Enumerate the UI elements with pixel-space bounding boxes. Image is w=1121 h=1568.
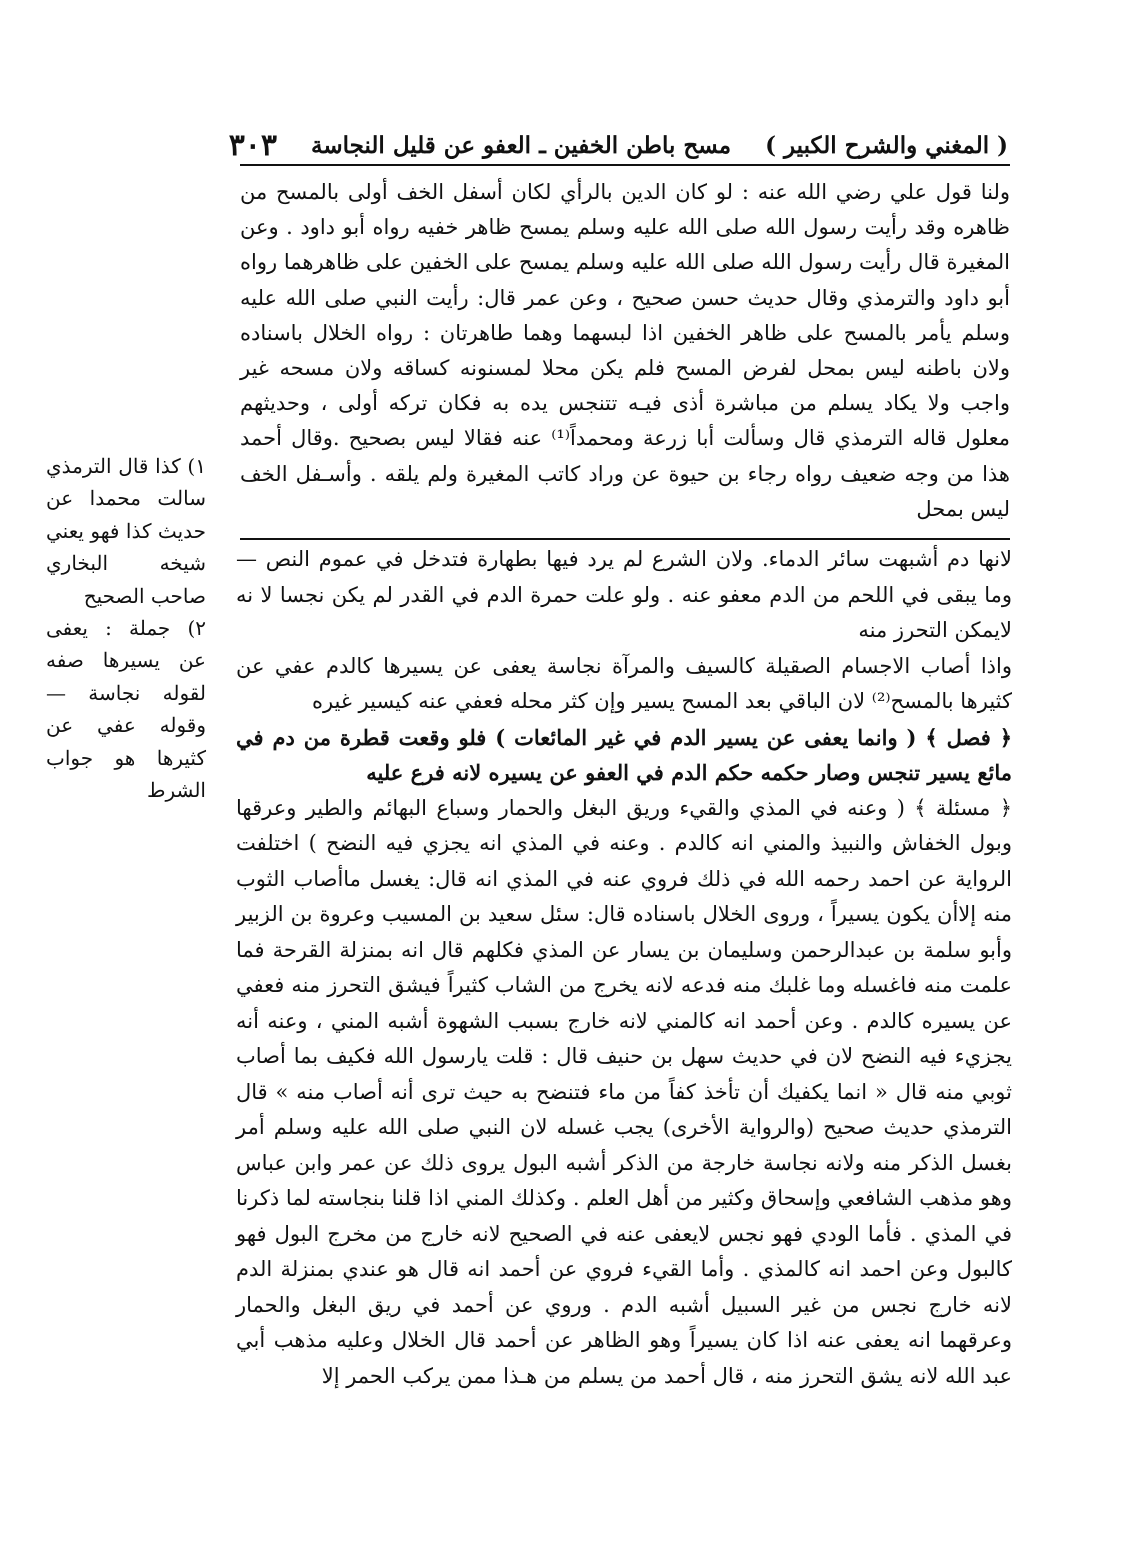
margin-notes [46, 450, 206, 806]
paragraph: واذا أصاب الاجسام الصقيلة كالسيف والمرآة نجاسة يعفى عن يسيرها كالدم عفي عن كثيرها بالمسح⁽²⁾ لان الباقي بعد المسح يسير وإن كثر محله فعفي عنه كيسير غيره [236, 653, 1012, 713]
section-divider [240, 538, 1010, 540]
upper-commentary: ولنا قول علي رضي الله عنه : لو كان الدين بالرأي لكان أسفل الخف أولى بالمسح من ظاهره وقد رأيت رسول الله صلى الله عليه وسلم يمسح ظاهر خفيه رواه أبو داود . وعن المغيرة قال رأيت رسول الله صلى الله عليه وسلم يمسح على الخفين على ظاهرهما رواه أبو داود والترمذي وقال حديث حسن صحيح ، وعن عمر قال: رأيت النبي صلى الله عليه وسلم يأمر بالمسح على ظاهر الخفين اذا لبسهما وهما طاهرتان : رواه الخلال باسناده ولان باطنه ليس بمحل لفرض المسح فلم يكن محلا لمسنونه كساقه ولان مسحه غير واجب ولا يكاد يسلم من مباشرة أذى فيـه تتنجس يده به فكان تركه أولى ، وحديثهم معلول قاله الترمذي قال وسألت أبا زرعة ومحمداً⁽¹⁾ عنه فقالا ليس بصحيح .وقال أحمد هذا من وجه ضعيف رواه رجاء بن حيوة عن وراد كاتب المغيرة ولم يلقه . وأسـفل الخف ليس بمحل [240, 180, 1010, 521]
header-rule [240, 164, 1010, 166]
footnote-2: ٢) جملة : يعفى عن يسيرها صفه لقوله نجاسة —وقوله عفي عن كثيرها هو جواب الشرط [46, 616, 206, 803]
masala-paragraph: ﴿ مسئلة ﴾ ( وعنه في المذي والقيء وريق البغل والحمار وسباع البهائم والطير وعرقها وبول الخفاش والنبيذ والمني انه كالدم . وعنه في المذي انه يجزي فيه النضح ) اختلفت الرواية عن احمد رحمه الله في ذلك فروي عنه في المذي انه قال: يغسل ماأصاب الثوب منه إلاأن يكون يسيراً ، وروى الخلال باسناده قال: سئل سعيد بن المسيب وعروة بن الزبير وأبو سلمة بن عبدالرحمن وسليمان بن يسار عن المذي فكلهم قال انه بمنزلة القرحة فما علمت منه فاغسله وما غلبك منه فدعه لانه يخرج من الشاب كثيراً فيشق التحرز منه فعفي عن يسيره كالدم . وعن أحمد انه كالمني لانه خارج بسبب الشهوة أشبه المني ، وعنه أنه يجزيء فيه النضح لان في حديث سهل بن حنيف قال : قلت يارسول الله فكيف بما أصاب ثوبي منه قال « انما يكفيك أن تأخذ كفاً من ماء فتنضح به حيث ترى أنه أصاب منه » قال الترمذي حديث صحيح (والرواية الأخرى) يجب غسله لان النبي صلى الله عليه وسلم أمر بغسل الذكر منه ولانه نجاسة خارجة من الذكر أشبه البول يروى ذلك عن عمر وابن عباس وهو مذهب الشافعي وإسحاق وكثير من أهل العلم . وكذلك المني اذا قلنا بنجاسته لما ذكرنا في المذي . فأما الودي فهو نجس لايعفى عنه في الصحيح لانه خارج من مخرج البول فهو كالبول وعن احمد انه كالمذي . وأما القيء فروي عن أحمد انه قال هو عندي بمنزلة الدم لانه خارج نجس من غير السبيل أشبه الدم . وروي عن أحمد في ريق البغل والحمار وعرقهما انه يعفى عنه اذا كان يسيراً وهو الظاهر عن أحمد قال الخلال وعليه مذهب أبي عبد الله لانه يشق التحرز منه ، قال أحمد من يسلم من هـذا ممن يركب الحمر إلا [236, 795, 1012, 1388]
paragraph: لانها دم أشبهت سائر الدماء. ولان الشرع لم يرد فيها بطهارة فتدخل في عموم النص — وما يبقى في اللحم من الدم معفو عنه . ولو علت حمرة الدم في القدر لم يكن نجسا لا نه لايمكن التحرز منه [236, 547, 1012, 642]
footnote-1: ١) كذا قال الترمذي سالت محمدا عن حديث كذا فهو يعني شيخه البخاري صاحب الصحيح [46, 454, 206, 608]
chapter-title: مسح باطن الخفين ـ العفو عن قليل النجاسة [311, 131, 732, 159]
running-header [228, 125, 1010, 165]
fasl-paragraph: ﴿ فصل ﴾ ( وانما يعفى عن يسير الدم في غير المائعات ) فلو وقعت قطرة من دم في مائع يسير تنجس وصار حكمه حكم الدم في العفو عن يسيره لانه فرع عليه [236, 724, 1012, 785]
page-number: ٣٠٣ [228, 127, 278, 163]
book-title: ( المغني والشرح الكبير ) [765, 131, 1008, 159]
lower-commentary [236, 542, 1012, 1394]
